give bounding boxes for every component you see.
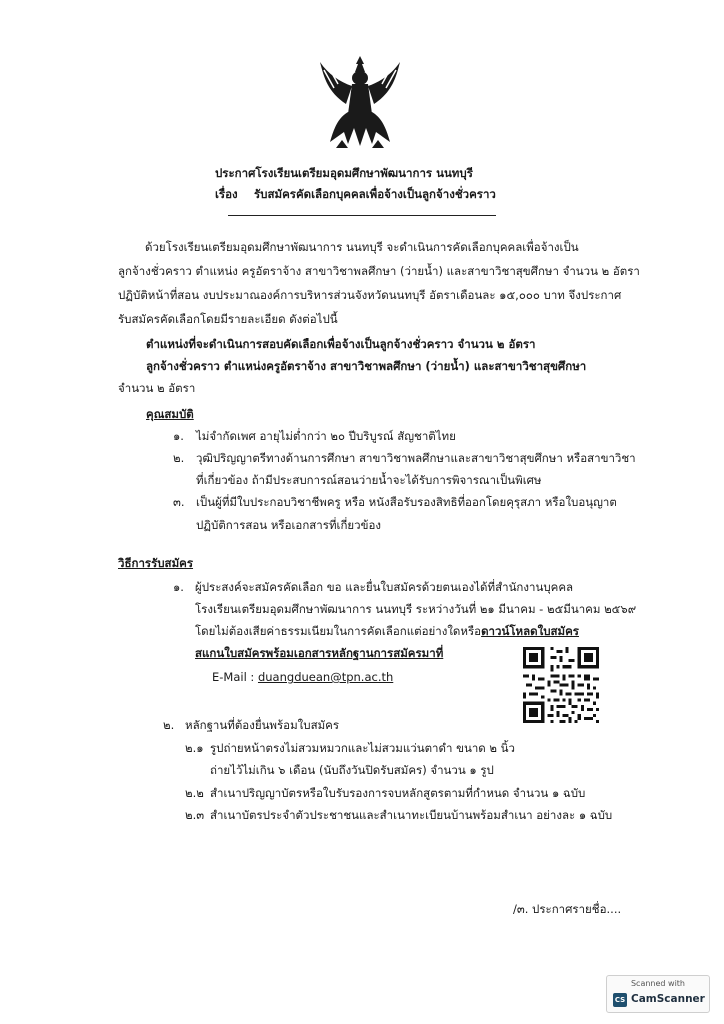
camscanner-name: CamScanner <box>631 993 705 1005</box>
subject-text: รับสมัครคัดเลือกบุคคลเพื่อจ้างเป็นลูกจ้างชั่วคราว <box>254 187 496 201</box>
scanned-with-text: Scanned with <box>630 979 686 988</box>
garuda-emblem-icon <box>318 52 402 150</box>
qualification-text: ไม่จำกัดเพศ อายุไม่ต่ำกว่า ๒๐ ปีบริบูรณ์ สัญชาติไทย <box>196 429 456 443</box>
announcement-title: ประกาศโรงเรียนเตรียมอุดมศึกษาพัฒนาการ นนทบุรี <box>215 166 473 180</box>
document-text: รูปถ่ายหน้าตรงไม่สวมหมวกและไม่สวมแว่นตาดำ ขนาด ๒ นิ้ว <box>210 741 515 755</box>
qualification-text: ปฏิบัติการสอน หรือเอกสารที่เกี่ยวข้อง <box>196 518 381 532</box>
document-text: สำเนาบัตรประจำตัวประชาชนและสำเนาทะเบียนบ้านพร้อมสำเนา อย่างละ ๑ ฉบับ <box>210 808 613 822</box>
qr-code-icon[interactable] <box>523 647 599 723</box>
qualification-text: ที่เกี่ยวข้อง ถ้ามีประสบการณ์สอนว่ายน้ำจะได้รับการพิจารณาเป็นพิเศษ <box>196 473 542 487</box>
document-number: ๒.๑ <box>185 741 204 755</box>
camscanner-badge <box>606 975 710 1013</box>
email-label: E-Mail : <box>212 670 258 684</box>
qualification-text: วุฒิปริญญาตรีทางด้านการศึกษา สาขาวิชาพลศึกษาและสาขาวิชาสุขศึกษา หรือสาขาวิชา <box>196 451 636 465</box>
continuation-note: /๓. ประกาศรายชื่อ.... <box>513 902 622 916</box>
intro-line: รับสมัครคัดเลือกโดยมีรายละเอียด ดังต่อไปนี้ <box>118 312 338 326</box>
download-form-link[interactable]: ดาวน์โหลดใบสมัคร <box>481 624 579 638</box>
documents-number: ๒. <box>163 718 175 732</box>
positions-heading: ตำแหน่งที่จะดำเนินการสอบคัดเลือกเพื่อจ้างเป็นลูกจ้างชั่วคราว จำนวน ๒ อัตรา <box>146 337 536 351</box>
qualification-number: ๒. <box>173 451 185 465</box>
application-text <box>195 624 579 638</box>
subject-label: เรื่อง <box>215 187 238 201</box>
intro-line: ลูกจ้างชั่วคราว ตำแหน่ง ครูอัตราจ้าง สาขาวิชาพลศึกษา (ว่ายน้ำ) และสาขาวิชาสุขศึกษา จำนวน ๒ อัตรา <box>118 264 640 278</box>
qualification-number: ๓. <box>173 495 185 509</box>
email-line <box>212 670 393 684</box>
document-number: ๒.๒ <box>185 786 204 800</box>
positions-line: ลูกจ้างชั่วคราว ตำแหน่งครูอัตราจ้าง สาขาวิชาพลศึกษา (ว่ายน้ำ) และสาขาวิชาสุขศึกษา <box>146 359 587 373</box>
document-text: ถ่ายไว้ไม่เกิน ๖ เดือน (นับถึงวันปิดรับสมัคร) จำนวน ๑ รูป <box>210 763 494 777</box>
application-text-plain: โดยไม่ต้องเสียค่าธรรมเนียมในการคัดเลือกแต่อย่างใดหรือ <box>195 624 482 638</box>
application-text: ผู้ประสงค์จะสมัครคัดเลือก ขอ และยื่นใบสมัครด้วยตนเองได้ที่สำนักงานบุคคล <box>195 580 574 594</box>
email-link[interactable]: duangduean@tpn.ac.th <box>257 670 394 684</box>
document-number: ๒.๓ <box>185 808 205 822</box>
positions-line: จำนวน ๒ อัตรา <box>118 381 196 395</box>
qualification-number: ๑. <box>173 429 184 443</box>
application-text: โรงเรียนเตรียมอุดมศึกษาพัฒนาการ นนทบุรี ระหว่างวันที่ ๒๑ มีนาคม - ๒๕มีนาคม ๒๕๖๙ <box>195 602 637 616</box>
header-divider <box>228 215 496 216</box>
application-heading: วิธีการรับสมัคร <box>118 556 194 570</box>
qualifications-heading: คุณสมบัติ <box>146 407 194 421</box>
documents-heading: หลักฐานที่ต้องยื่นพร้อมใบสมัคร <box>185 718 340 732</box>
qualification-text: เป็นผู้ที่มีใบประกอบวิชาชีพครู หรือ หนังสือรับรองสิทธิที่ออกโดยคุรุสภา หรือใบอนุญาต <box>196 495 617 509</box>
document-text: สำเนาปริญญาบัตรหรือใบรับรองการจบหลักสูตรตามที่กำหนด จำนวน ๑ ฉบับ <box>210 786 586 800</box>
scan-instruction: สแกนใบสมัครพร้อมเอกสารหลักฐานการสมัครมาที่ <box>195 646 444 660</box>
camscanner-logo-icon: CS <box>613 993 627 1007</box>
intro-line: ปฏิบัติหน้าที่สอน งบประมาณองค์การบริหารส่วนจังหวัดนนทบุรี อัตราเดือนละ ๑๕,๐๐๐ บาท จึงประกาศ <box>118 288 622 302</box>
application-number: ๑. <box>173 580 184 594</box>
intro-line: ด้วยโรงเรียนเตรียมอุดมศึกษาพัฒนาการ นนทบุรี จะดำเนินการคัดเลือกบุคคลเพื่อจ้างเป็น <box>145 240 579 254</box>
